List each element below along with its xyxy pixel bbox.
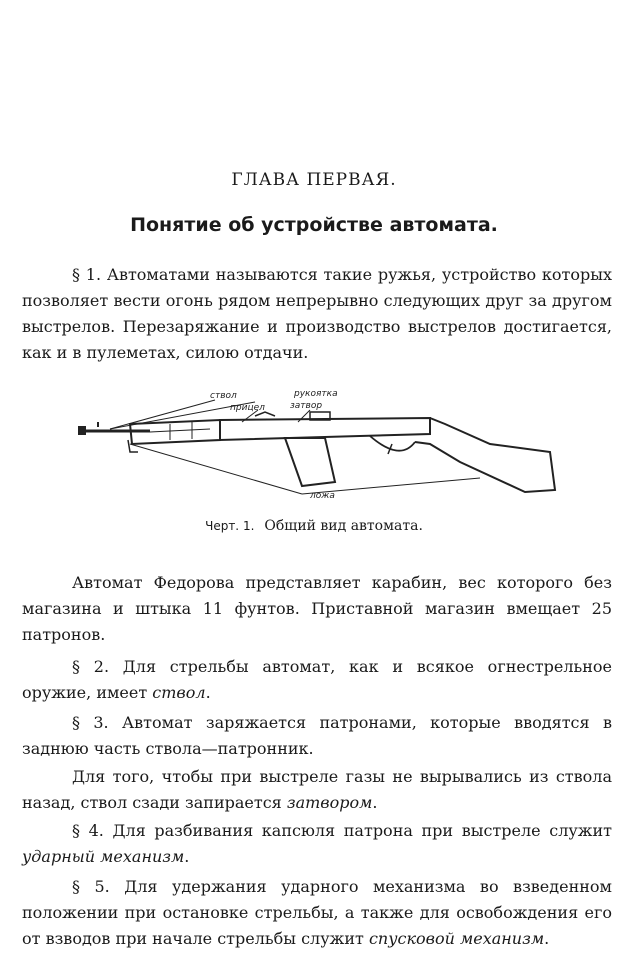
figure-caption-label: Черт. 1. <box>205 519 255 533</box>
paragraph-2: Автомат Федорова представляет карабин, вес которого без магазина и штыка 11 фунтов. Приставной магазин вмещает 25 патронов. <box>22 573 612 644</box>
paragraph-6: § 4. Для разбивания капсюля патрона при выстреле служит ударный механизм. <box>22 821 612 866</box>
term-trigger-mechanism: спусковой механизм <box>368 929 545 948</box>
paragraph-1: § 1. Автоматами называются такие ружья, устройство которых позволяет вести огонь рядом непрерывно следующих друг за другом выстрелов. Перезаряжание и производство выстрелов достигается, как и в пулеметах, силою отдачи. <box>22 265 612 362</box>
label-handle: рукоятка <box>294 389 338 399</box>
label-barrel: ствол <box>210 391 237 401</box>
rifle-receiver <box>220 418 430 440</box>
paragraph-5: Для того, чтобы при выстреле газы не вырывались из ствола назад, ствол сзади запирается затвором. <box>22 767 612 812</box>
label-sight: прицел <box>230 403 265 413</box>
rifle-illustration <box>70 382 570 512</box>
section-heading: Понятие об устройстве автомата. <box>130 214 498 236</box>
chapter-title: ГЛАВА ПЕРВАЯ. <box>231 170 397 190</box>
term-bolt: затвором <box>286 793 373 812</box>
rifle-stock <box>415 418 555 492</box>
rifle-muzzle <box>78 426 86 435</box>
paragraph-7: § 5. Для удержания ударного механизма во взведенном положении при остановке стрельбы, а также для освобождения его от взводов при начале стрельбы служит спусковой механизм. <box>22 877 612 948</box>
paragraph-4: § 3. Автомат заряжается патронами, которые вводятся в заднюю часть ствола—патронник. <box>22 713 612 758</box>
label-stock: ложа <box>310 491 335 501</box>
term-barrel: ствол <box>152 683 206 702</box>
figure-caption <box>0 518 628 534</box>
rifle-magazine <box>285 438 335 486</box>
label-bolt: затвор <box>290 401 323 411</box>
figure-caption-text: Общий вид автомата. <box>264 518 423 534</box>
paragraph-3: § 2. Для стрельбы автомат, как и всякое огнестрельное оружие, имеет ствол. <box>22 657 612 702</box>
term-striking-mechanism: ударный механизм <box>22 847 185 866</box>
